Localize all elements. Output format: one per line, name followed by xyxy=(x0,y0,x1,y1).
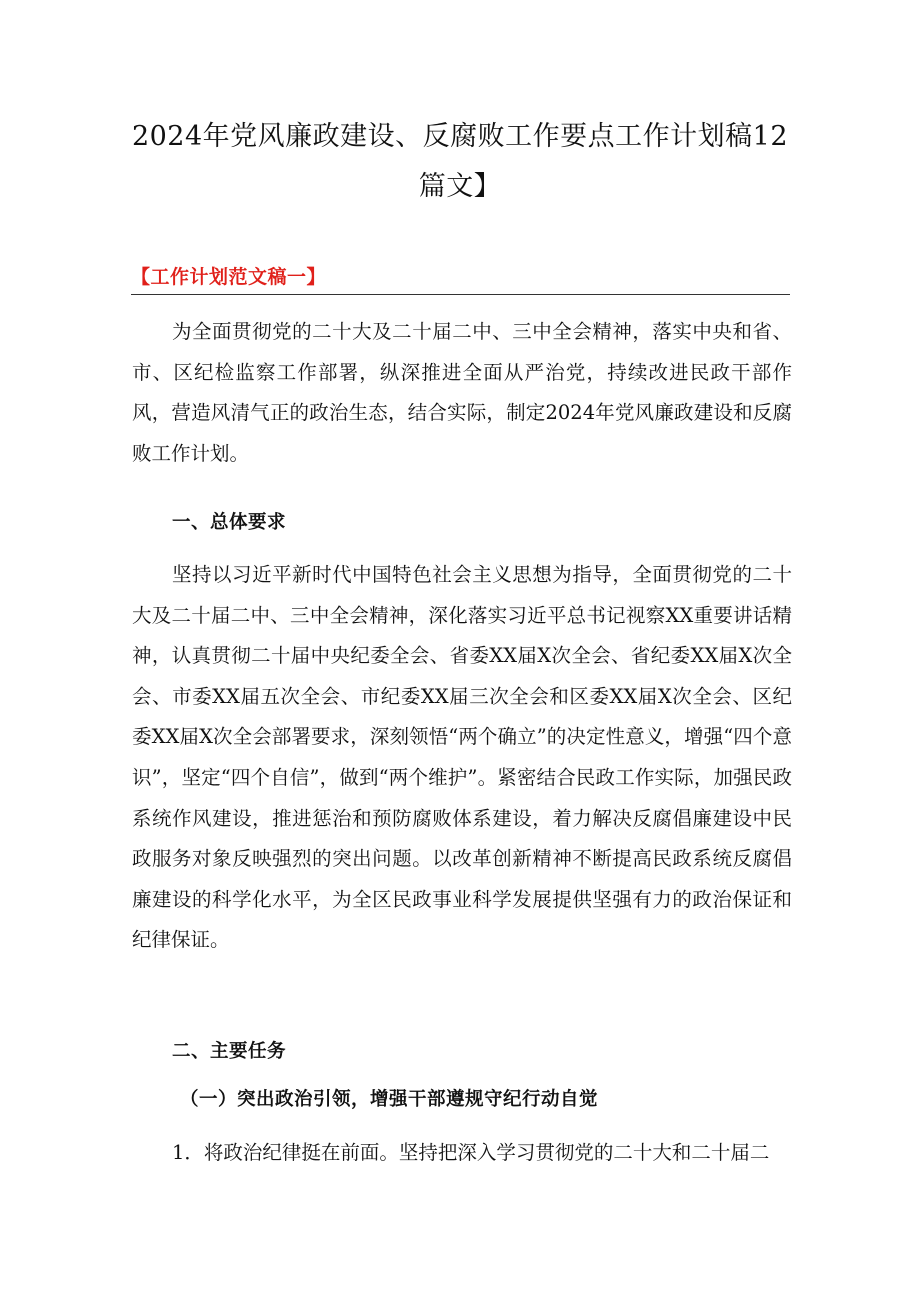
divider-line xyxy=(131,294,790,295)
paragraph-general-requirements: 坚持以习近平新时代中国特色社会主义思想为指导，全面贯彻党的二十大及二十届二中、三中全会精神，深化落实习近平总书记视察XX重要讲话精神，认真贯彻二十届中央纪委全会、省委XX届X次全会、省纪委XX届X次全会、市委XX届五次全会、市纪委XX届三次全会和区委XX届X次全会、区纪委XX届X次全会部署要求，深刻领悟“两个确立”的决定性意义，增强“四个意识”，坚定“四个自信”，做到“两个维护”。紧密结合民政工作实际，加强民政系统作风建设，推进惩治和预防腐败体系建设，着力解决反腐倡廉建设中民政服务对象反映强烈的突出问题。以改革创新精神不断提高民政系统反腐倡廉建设的科学化水平，为全区民政事业科学发展提供坚强有力的政治保证和纪律保证。 xyxy=(132,563,792,952)
section-label: 【工作计划范文稿一】 xyxy=(131,266,327,288)
document-title: 2024年党风廉政建设、反腐败工作要点工作计划稿12篇文】 xyxy=(131,121,789,202)
heading-general-requirements: 一、总体要求 xyxy=(172,512,287,533)
subheading-political-guidance: （一）突出政治引领，增强干部遵规守纪行动自觉 xyxy=(180,1089,599,1110)
paragraph-intro: 为全面贯彻党的二十大及二十届二中、三中全会精神，落实中央和省、市、区纪检监察工作部署，纵深推进全面从严治党，持续改进民政干部作风，营造风清气正的政治生态，结合实际，制定2024年党风廉政建设和反腐败工作计划。 xyxy=(132,320,792,465)
paragraph-political-discipline: 1．将政治纪律挺在前面。坚持把深入学习贯彻党的二十大和二十届二 xyxy=(172,1141,770,1164)
heading-main-tasks: 二、主要任务 xyxy=(172,1041,287,1062)
